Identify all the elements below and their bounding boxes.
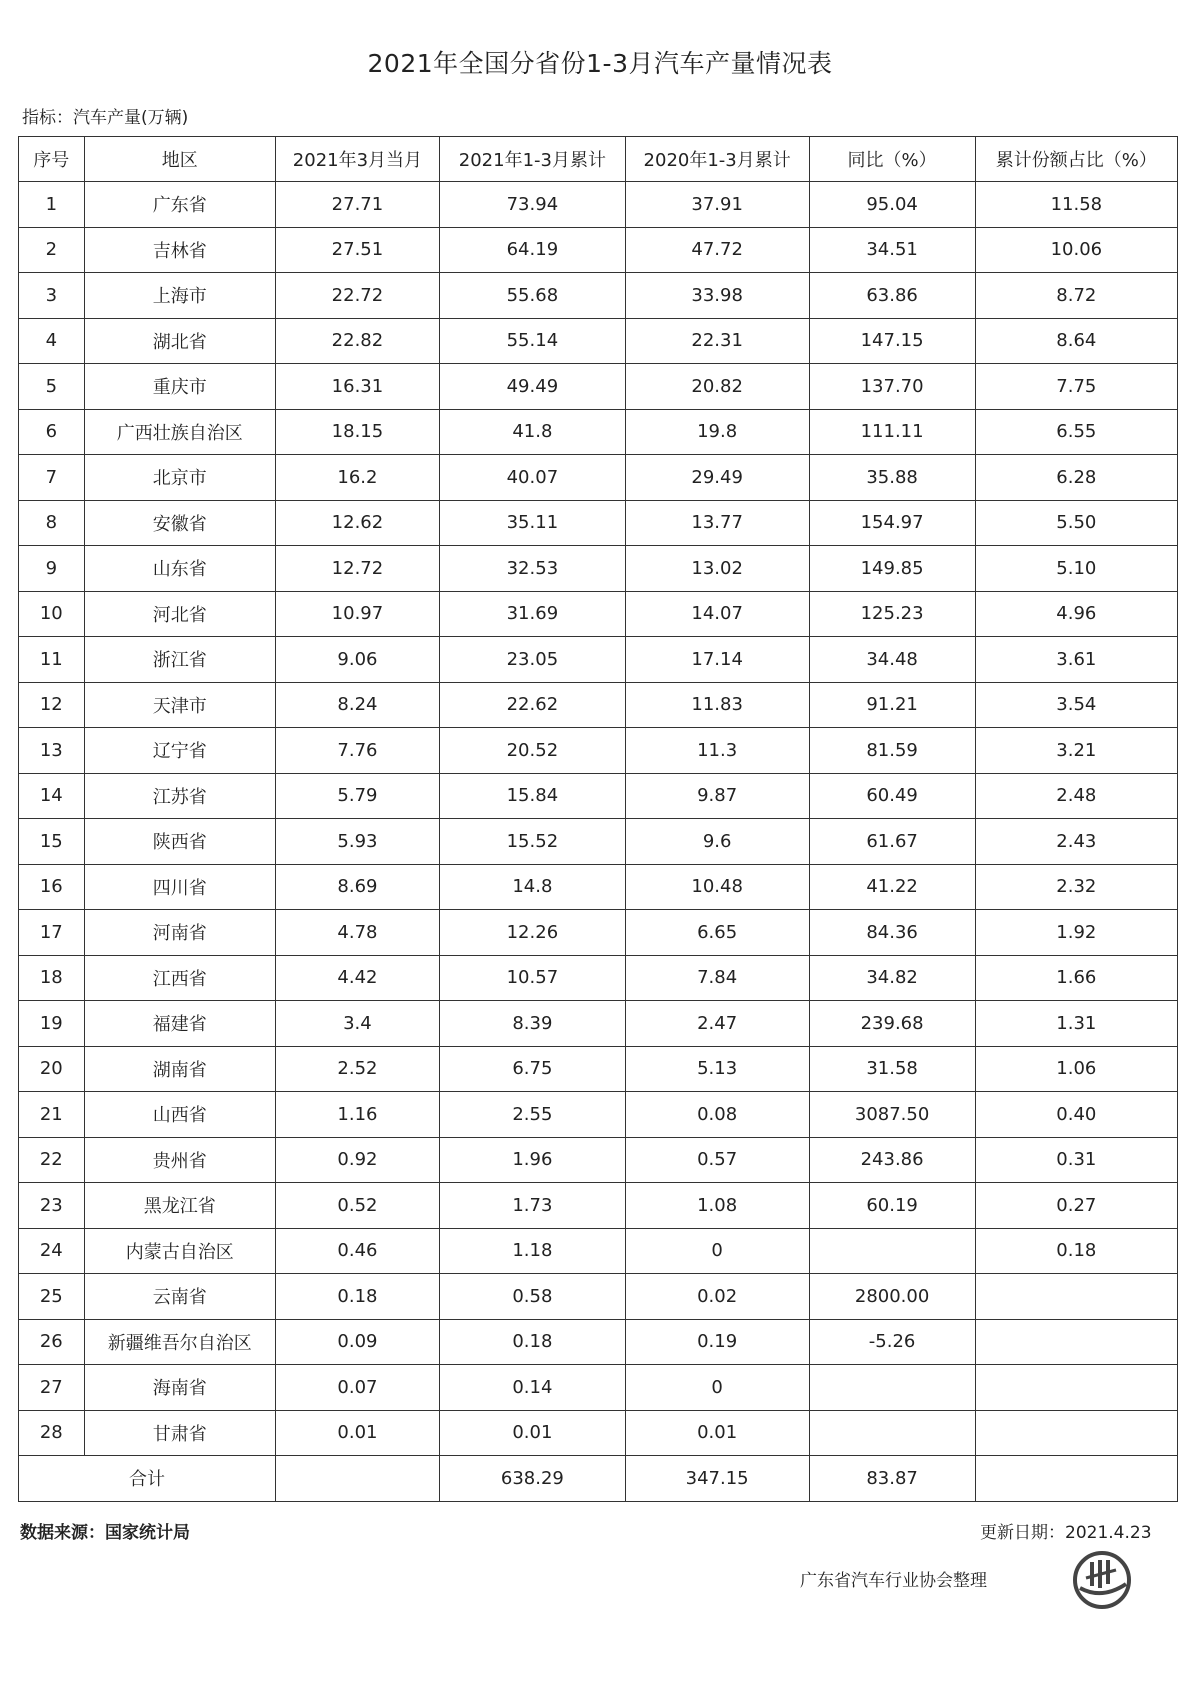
row-index-cell: 18 (19, 955, 85, 1001)
yoy-cell: 34.48 (809, 637, 975, 683)
yoy-cell: 125.23 (809, 591, 975, 637)
yoy-cell (809, 1365, 975, 1411)
region-cell: 山东省 (84, 546, 275, 592)
region-cell: 浙江省 (84, 637, 275, 683)
cum-2021-cell: 2.55 (439, 1092, 625, 1138)
share-cell: 0.40 (975, 1092, 1177, 1138)
share-cell: 6.55 (975, 409, 1177, 455)
cum-2021-cell: 55.14 (439, 318, 625, 364)
cum-2020-cell: 0 (625, 1228, 809, 1274)
cum-2020-cell: 2.47 (625, 1001, 809, 1047)
total-month (275, 1456, 439, 1502)
yoy-cell: 91.21 (809, 682, 975, 728)
share-cell: 10.06 (975, 227, 1177, 273)
cum-2021-cell: 49.49 (439, 364, 625, 410)
cum-2021-cell: 8.39 (439, 1001, 625, 1047)
share-cell: 11.58 (975, 182, 1177, 228)
yoy-cell: 84.36 (809, 910, 975, 956)
yoy-cell: 3087.50 (809, 1092, 975, 1138)
cum-2021-cell: 73.94 (439, 182, 625, 228)
cum-2020-cell: 10.48 (625, 864, 809, 910)
cum-2021-cell: 41.8 (439, 409, 625, 455)
row-index-cell: 22 (19, 1137, 85, 1183)
header-cell: 2021年3月当月 (275, 137, 439, 182)
table-row (19, 182, 1178, 228)
share-cell (975, 1365, 1177, 1411)
row-index-cell: 6 (19, 409, 85, 455)
cum-2021-cell: 0.18 (439, 1319, 625, 1365)
share-cell (975, 1274, 1177, 1320)
month-output-cell: 8.69 (275, 864, 439, 910)
cum-2020-cell: 33.98 (625, 273, 809, 319)
row-index-cell: 11 (19, 637, 85, 683)
cum-2021-cell: 0.58 (439, 1274, 625, 1320)
table-row (19, 819, 1178, 865)
row-index-cell: 17 (19, 910, 85, 956)
region-cell: 贵州省 (84, 1137, 275, 1183)
cum-2020-cell: 29.49 (625, 455, 809, 501)
yoy-cell: 63.86 (809, 273, 975, 319)
row-index-cell: 13 (19, 728, 85, 774)
share-cell: 2.43 (975, 819, 1177, 865)
month-output-cell: 5.93 (275, 819, 439, 865)
yoy-cell: 41.22 (809, 864, 975, 910)
region-cell: 广西壮族自治区 (84, 409, 275, 455)
table-header-row (19, 137, 1178, 182)
table-row (19, 1365, 1178, 1411)
row-index-cell: 24 (19, 1228, 85, 1274)
data-source: 数据来源：国家统计局 (20, 1523, 190, 1543)
production-table (18, 136, 1178, 1502)
month-output-cell: 22.82 (275, 318, 439, 364)
month-output-cell: 0.52 (275, 1183, 439, 1229)
share-cell: 7.75 (975, 364, 1177, 410)
region-cell: 天津市 (84, 682, 275, 728)
month-output-cell: 18.15 (275, 409, 439, 455)
region-cell: 陕西省 (84, 819, 275, 865)
total-row (19, 1456, 1178, 1502)
yoy-cell (809, 1228, 975, 1274)
row-index-cell: 23 (19, 1183, 85, 1229)
share-cell: 1.92 (975, 910, 1177, 956)
row-index-cell: 16 (19, 864, 85, 910)
table-row (19, 1410, 1178, 1456)
update-date: 更新日期：2021.4.23 (980, 1523, 1152, 1543)
row-index-cell: 19 (19, 1001, 85, 1047)
row-index-cell: 9 (19, 546, 85, 592)
region-cell: 黑龙江省 (84, 1183, 275, 1229)
yoy-cell: 31.58 (809, 1046, 975, 1092)
cum-2021-cell: 64.19 (439, 227, 625, 273)
month-output-cell: 27.51 (275, 227, 439, 273)
cum-2021-cell: 35.11 (439, 500, 625, 546)
region-cell: 湖北省 (84, 318, 275, 364)
yoy-cell: 2800.00 (809, 1274, 975, 1320)
month-output-cell: 8.24 (275, 682, 439, 728)
table-row (19, 1001, 1178, 1047)
region-cell: 内蒙古自治区 (84, 1228, 275, 1274)
cum-2020-cell: 17.14 (625, 637, 809, 683)
cum-2021-cell: 1.18 (439, 1228, 625, 1274)
row-index-cell: 1 (19, 182, 85, 228)
row-index-cell: 14 (19, 773, 85, 819)
table-row (19, 1092, 1178, 1138)
region-cell: 广东省 (84, 182, 275, 228)
header-cell: 2020年1-3月累计 (625, 137, 809, 182)
month-output-cell: 0.18 (275, 1274, 439, 1320)
table-row (19, 1046, 1178, 1092)
row-index-cell: 21 (19, 1092, 85, 1138)
yoy-cell: 137.70 (809, 364, 975, 410)
month-output-cell: 0.46 (275, 1228, 439, 1274)
month-output-cell: 22.72 (275, 273, 439, 319)
share-cell: 6.28 (975, 455, 1177, 501)
yoy-cell: 111.11 (809, 409, 975, 455)
cum-2021-cell: 23.05 (439, 637, 625, 683)
table-row (19, 773, 1178, 819)
share-cell: 8.72 (975, 273, 1177, 319)
cum-2020-cell: 37.91 (625, 182, 809, 228)
cum-2021-cell: 31.69 (439, 591, 625, 637)
month-output-cell: 5.79 (275, 773, 439, 819)
month-output-cell: 1.16 (275, 1092, 439, 1138)
table-row (19, 364, 1178, 410)
cum-2020-cell: 5.13 (625, 1046, 809, 1092)
cum-2021-cell: 14.8 (439, 864, 625, 910)
cum-2020-cell: 0 (625, 1365, 809, 1411)
total-yoy: 83.87 (809, 1456, 975, 1502)
month-output-cell: 27.71 (275, 182, 439, 228)
row-index-cell: 10 (19, 591, 85, 637)
share-cell: 5.50 (975, 500, 1177, 546)
cum-2020-cell: 20.82 (625, 364, 809, 410)
month-output-cell: 16.2 (275, 455, 439, 501)
share-cell: 5.10 (975, 546, 1177, 592)
region-cell: 福建省 (84, 1001, 275, 1047)
cum-2021-cell: 10.57 (439, 955, 625, 1001)
table-row (19, 1137, 1178, 1183)
table-row (19, 227, 1178, 273)
row-index-cell: 28 (19, 1410, 85, 1456)
region-cell: 重庆市 (84, 364, 275, 410)
share-cell: 8.64 (975, 318, 1177, 364)
cum-2020-cell: 13.02 (625, 546, 809, 592)
share-cell: 0.27 (975, 1183, 1177, 1229)
header-cell: 累计份额占比（%） (975, 137, 1177, 182)
cum-2020-cell: 13.77 (625, 500, 809, 546)
region-cell: 北京市 (84, 455, 275, 501)
region-cell: 四川省 (84, 864, 275, 910)
month-output-cell: 16.31 (275, 364, 439, 410)
cum-2020-cell: 0.01 (625, 1410, 809, 1456)
table-row (19, 591, 1178, 637)
association-logo-icon (1070, 1548, 1134, 1612)
cum-2020-cell: 7.84 (625, 955, 809, 1001)
yoy-cell: 239.68 (809, 1001, 975, 1047)
month-output-cell: 2.52 (275, 1046, 439, 1092)
yoy-cell: 243.86 (809, 1137, 975, 1183)
share-cell: 1.66 (975, 955, 1177, 1001)
cum-2020-cell: 14.07 (625, 591, 809, 637)
cum-2020-cell: 9.87 (625, 773, 809, 819)
cum-2021-cell: 20.52 (439, 728, 625, 774)
cum-2021-cell: 32.53 (439, 546, 625, 592)
month-output-cell: 4.42 (275, 955, 439, 1001)
month-output-cell: 0.01 (275, 1410, 439, 1456)
row-index-cell: 26 (19, 1319, 85, 1365)
header-cell: 2021年1-3月累计 (439, 137, 625, 182)
total-label: 合计 (19, 1456, 276, 1502)
cum-2020-cell: 0.19 (625, 1319, 809, 1365)
table-row (19, 409, 1178, 455)
table-row (19, 1274, 1178, 1320)
row-index-cell: 12 (19, 682, 85, 728)
share-cell: 2.48 (975, 773, 1177, 819)
cum-2020-cell: 22.31 (625, 318, 809, 364)
row-index-cell: 5 (19, 364, 85, 410)
table-row (19, 546, 1178, 592)
yoy-cell: 60.49 (809, 773, 975, 819)
region-cell: 辽宁省 (84, 728, 275, 774)
cum-2020-cell: 11.83 (625, 682, 809, 728)
cum-2021-cell: 6.75 (439, 1046, 625, 1092)
region-cell: 河北省 (84, 591, 275, 637)
cum-2020-cell: 0.08 (625, 1092, 809, 1138)
total-cum2021: 638.29 (439, 1456, 625, 1502)
cum-2020-cell: 9.6 (625, 819, 809, 865)
share-cell: 0.31 (975, 1137, 1177, 1183)
total-cum2020: 347.15 (625, 1456, 809, 1502)
region-cell: 海南省 (84, 1365, 275, 1411)
table-row (19, 728, 1178, 774)
month-output-cell: 4.78 (275, 910, 439, 956)
yoy-cell: -5.26 (809, 1319, 975, 1365)
cum-2021-cell: 0.01 (439, 1410, 625, 1456)
region-cell: 河南省 (84, 910, 275, 956)
table-row (19, 273, 1178, 319)
yoy-cell: 154.97 (809, 500, 975, 546)
row-index-cell: 3 (19, 273, 85, 319)
header-cell: 序号 (19, 137, 85, 182)
share-cell: 1.06 (975, 1046, 1177, 1092)
cum-2021-cell: 22.62 (439, 682, 625, 728)
page-title: 2021年全国分省份1-3月汽车产量情况表 (367, 49, 833, 78)
share-cell (975, 1319, 1177, 1365)
yoy-cell: 95.04 (809, 182, 975, 228)
share-cell (975, 1410, 1177, 1456)
yoy-cell: 147.15 (809, 318, 975, 364)
cum-2020-cell: 0.02 (625, 1274, 809, 1320)
row-index-cell: 7 (19, 455, 85, 501)
share-cell: 3.54 (975, 682, 1177, 728)
yoy-cell: 61.67 (809, 819, 975, 865)
table-row (19, 1183, 1178, 1229)
table-row (19, 864, 1178, 910)
region-cell: 山西省 (84, 1092, 275, 1138)
row-index-cell: 20 (19, 1046, 85, 1092)
row-index-cell: 4 (19, 318, 85, 364)
row-index-cell: 8 (19, 500, 85, 546)
header-cell: 地区 (84, 137, 275, 182)
month-output-cell: 7.76 (275, 728, 439, 774)
row-index-cell: 2 (19, 227, 85, 273)
row-index-cell: 25 (19, 1274, 85, 1320)
header-cell: 同比（%） (809, 137, 975, 182)
region-cell: 吉林省 (84, 227, 275, 273)
row-index-cell: 27 (19, 1365, 85, 1411)
region-cell: 新疆维吾尔自治区 (84, 1319, 275, 1365)
yoy-cell: 34.51 (809, 227, 975, 273)
cum-2021-cell: 12.26 (439, 910, 625, 956)
cum-2021-cell: 15.84 (439, 773, 625, 819)
table-row (19, 955, 1178, 1001)
table-row (19, 637, 1178, 683)
region-cell: 湖南省 (84, 1046, 275, 1092)
yoy-cell (809, 1410, 975, 1456)
month-output-cell: 12.62 (275, 500, 439, 546)
cum-2020-cell: 11.3 (625, 728, 809, 774)
yoy-cell: 35.88 (809, 455, 975, 501)
month-output-cell: 12.72 (275, 546, 439, 592)
table-row (19, 1319, 1178, 1365)
region-cell: 江苏省 (84, 773, 275, 819)
yoy-cell: 34.82 (809, 955, 975, 1001)
month-output-cell: 9.06 (275, 637, 439, 683)
yoy-cell: 149.85 (809, 546, 975, 592)
month-output-cell: 10.97 (275, 591, 439, 637)
table-row (19, 500, 1178, 546)
region-cell: 上海市 (84, 273, 275, 319)
cum-2021-cell: 15.52 (439, 819, 625, 865)
table-row (19, 455, 1178, 501)
cum-2020-cell: 6.65 (625, 910, 809, 956)
month-output-cell: 0.92 (275, 1137, 439, 1183)
month-output-cell: 0.09 (275, 1319, 439, 1365)
share-cell: 3.21 (975, 728, 1177, 774)
table-row (19, 1228, 1178, 1274)
cum-2021-cell: 1.96 (439, 1137, 625, 1183)
cum-2021-cell: 0.14 (439, 1365, 625, 1411)
region-cell: 江西省 (84, 955, 275, 1001)
region-cell: 安徽省 (84, 500, 275, 546)
share-cell: 1.31 (975, 1001, 1177, 1047)
yoy-cell: 81.59 (809, 728, 975, 774)
row-index-cell: 15 (19, 819, 85, 865)
cum-2020-cell: 1.08 (625, 1183, 809, 1229)
share-cell: 0.18 (975, 1228, 1177, 1274)
cum-2021-cell: 55.68 (439, 273, 625, 319)
share-cell: 2.32 (975, 864, 1177, 910)
indicator-label: 指标：汽车产量(万辆) (22, 108, 189, 128)
table-row (19, 910, 1178, 956)
cum-2020-cell: 19.8 (625, 409, 809, 455)
cum-2021-cell: 40.07 (439, 455, 625, 501)
total-share (975, 1456, 1177, 1502)
month-output-cell: 3.4 (275, 1001, 439, 1047)
share-cell: 3.61 (975, 637, 1177, 683)
region-cell: 甘肃省 (84, 1410, 275, 1456)
cum-2020-cell: 0.57 (625, 1137, 809, 1183)
organizer-credit: 广东省汽车行业协会整理 (800, 1571, 987, 1591)
yoy-cell: 60.19 (809, 1183, 975, 1229)
table-row (19, 682, 1178, 728)
cum-2020-cell: 47.72 (625, 227, 809, 273)
month-output-cell: 0.07 (275, 1365, 439, 1411)
table-row (19, 318, 1178, 364)
region-cell: 云南省 (84, 1274, 275, 1320)
cum-2021-cell: 1.73 (439, 1183, 625, 1229)
share-cell: 4.96 (975, 591, 1177, 637)
